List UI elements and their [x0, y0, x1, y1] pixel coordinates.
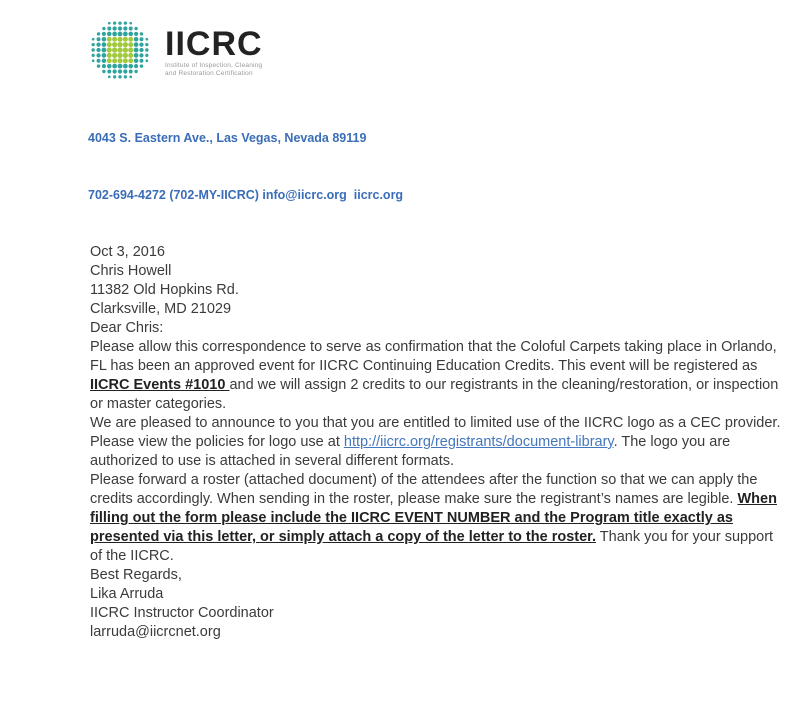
recipient-name: Chris Howell: [90, 263, 172, 279]
letterhead-phone-email: 702-694-4272 (702-MY-IICRC) info@iicrc.org iicrc.org: [88, 188, 404, 202]
signature-block: [90, 585, 784, 642]
recipient-block: [90, 262, 784, 319]
signature-name: Lika Arruda: [90, 586, 164, 602]
emphasized-text: When filling out the form please include the IICRC EVENT NUMBER and the Program title exactly as presented via this letter, or simply attach a copy of the letter to the roster.: [90, 491, 777, 545]
body-text: We are pleased to announce to you that you are entitled to limited use of the IICRC logo as a CEC provider. Please view the policies for logo use at: [90, 415, 781, 450]
body-text: . The logo you are authorized to use is attached in several different formats.: [90, 434, 731, 469]
paragraph-confirmation: [90, 338, 784, 414]
brand-row: [88, 18, 800, 82]
brand-name: IICRC: [165, 25, 263, 63]
body-text: Please forward a roster (attached document) of the attendees after the function so that we can apply the credits accordingly. When sending in the roster, please make sure the registrant’s names are legible.: [90, 472, 758, 507]
letter-body: [0, 243, 784, 642]
signature-email: larruda@iicrcnet.org: [90, 624, 221, 640]
brand-tagline-line2: and Restoration Certification: [165, 70, 253, 77]
letterhead-address: 4043 S. Eastern Ave., Las Vegas, Nevada 89119: [88, 131, 367, 145]
salutation: Dear Chris:: [90, 320, 164, 336]
iicrc-globe-logo-icon: [88, 18, 152, 82]
body-text: Please allow this correspondence to serve as confirmation that the Coloful Carpets taking place in Orlando, FL has been an approved event for IICRC Continuing Education Credits. This event will be registered as: [90, 339, 777, 374]
document-library-link[interactable]: http://iicrc.org/registrants/document-library: [343, 434, 614, 450]
brand-wordmark: [165, 18, 263, 78]
body-text: and we will assign 2 credits to our registrants in the cleaning/restoration, or inspection or master categories.: [90, 377, 779, 412]
paragraph-roster: [90, 471, 784, 566]
brand-tagline-line1: Institute of Inspection, Cleaning: [165, 62, 263, 69]
brand-tagline: [165, 62, 263, 78]
closing: Best Regards,: [90, 567, 182, 583]
recipient-street: 11382 Old Hopkins Rd.: [90, 282, 239, 298]
signature-title: IICRC Instructor Coordinator: [90, 605, 274, 621]
body-text: Thank you for your support of the IICRC.: [90, 529, 774, 564]
letter-date: Oct 3, 2016: [90, 244, 165, 260]
paragraph-logo-use: [90, 414, 784, 471]
letterhead-contact: [88, 91, 800, 243]
emphasized-text: IICRC Events #1010: [90, 377, 230, 393]
recipient-city-state-zip: Clarksville, MD 21029: [90, 301, 232, 317]
letterhead: [0, 0, 800, 243]
